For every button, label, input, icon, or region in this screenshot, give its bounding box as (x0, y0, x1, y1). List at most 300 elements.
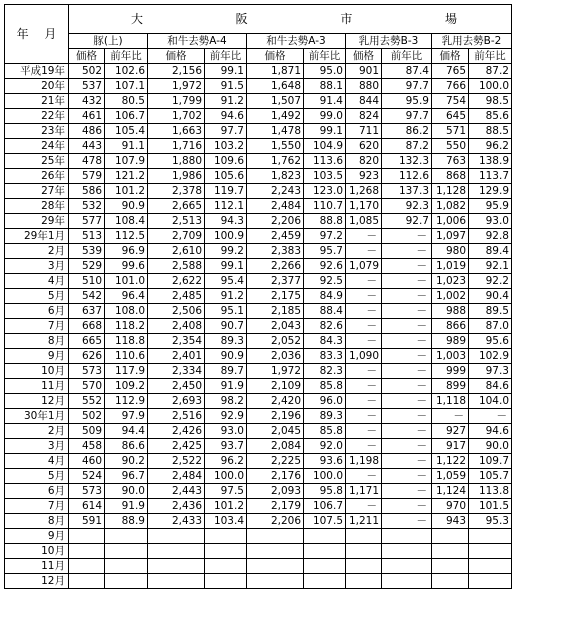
price-cell: 763 (432, 154, 469, 169)
ratio-cell (205, 574, 247, 589)
price-cell: 2,513 (148, 214, 205, 229)
price-cell: 2,665 (148, 199, 205, 214)
product-header-pork: 豚(上) (69, 34, 148, 49)
table-row (5, 424, 512, 439)
price-cell: 614 (69, 499, 105, 514)
price-cell: 2,426 (148, 424, 205, 439)
ratio-cell: 98.2 (205, 394, 247, 409)
row-label: 20年 (5, 79, 69, 94)
price-cell: － (346, 499, 382, 514)
price-cell (346, 529, 382, 544)
col-header-price: 価格 (148, 49, 205, 64)
table-row (5, 244, 512, 259)
price-cell: 1,003 (432, 349, 469, 364)
ratio-cell: － (469, 409, 512, 424)
price-cell: 645 (432, 109, 469, 124)
price-cell: 529 (69, 259, 105, 274)
col-header-price: 価格 (69, 49, 105, 64)
price-cell: 1,023 (432, 274, 469, 289)
price-cell: 1,799 (148, 94, 205, 109)
ratio-cell: 107.5 (304, 514, 346, 529)
ratio-cell: 96.2 (205, 454, 247, 469)
row-label: 10月 (5, 364, 69, 379)
row-label: 8月 (5, 514, 69, 529)
price-cell: 2,084 (247, 439, 304, 454)
ratio-cell: 89.3 (205, 334, 247, 349)
price-cell: 2,408 (148, 319, 205, 334)
col-header-ratio: 前年比 (304, 49, 346, 64)
price-cell: 2,383 (247, 244, 304, 259)
table-row (5, 214, 512, 229)
ratio-cell (105, 529, 148, 544)
price-cell: 1,762 (247, 154, 304, 169)
row-label: 21年 (5, 94, 69, 109)
price-cell (148, 544, 205, 559)
ratio-cell: 99.1 (205, 64, 247, 79)
row-label: 6月 (5, 484, 69, 499)
table-row (5, 109, 512, 124)
price-cell: 1,006 (432, 214, 469, 229)
price-cell: － (346, 274, 382, 289)
ratio-cell: 85.6 (469, 109, 512, 124)
price-cell: 2,175 (247, 289, 304, 304)
price-cell (247, 559, 304, 574)
price-cell (69, 559, 105, 574)
ratio-cell (205, 544, 247, 559)
ratio-cell: － (382, 484, 432, 499)
price-cell: 458 (69, 439, 105, 454)
ratio-cell: 93.0 (469, 214, 512, 229)
ratio-cell: 93.0 (205, 424, 247, 439)
table-row (5, 139, 512, 154)
ratio-cell: 106.7 (105, 109, 148, 124)
price-cell: 1,972 (148, 79, 205, 94)
row-label: 4月 (5, 454, 69, 469)
price-cell: 766 (432, 79, 469, 94)
row-label: 27年 (5, 184, 69, 199)
price-cell: － (346, 439, 382, 454)
price-cell: 917 (432, 439, 469, 454)
row-label: 9月 (5, 529, 69, 544)
price-cell: 824 (346, 109, 382, 124)
price-cell (432, 529, 469, 544)
price-cell: 2,045 (247, 424, 304, 439)
price-cell: 2,377 (247, 274, 304, 289)
table-row (5, 499, 512, 514)
ratio-cell: 85.8 (304, 379, 346, 394)
price-cell: － (346, 319, 382, 334)
row-label: 6月 (5, 304, 69, 319)
ratio-cell: 87.2 (469, 64, 512, 79)
price-cell: 2,450 (148, 379, 205, 394)
ratio-cell: 91.9 (205, 379, 247, 394)
ratio-cell: － (382, 469, 432, 484)
price-cell: 1,059 (432, 469, 469, 484)
ratio-cell: 84.3 (304, 334, 346, 349)
price-cell: 754 (432, 94, 469, 109)
ratio-cell: 95.6 (469, 334, 512, 349)
price-cell: 665 (69, 334, 105, 349)
col-header-price: 価格 (247, 49, 304, 64)
price-table-container (4, 4, 512, 589)
price-cell: 552 (69, 394, 105, 409)
price-cell: 999 (432, 364, 469, 379)
ratio-cell: 100.9 (205, 229, 247, 244)
ratio-cell: 98.5 (469, 94, 512, 109)
table-row (5, 484, 512, 499)
price-cell: － (346, 424, 382, 439)
ratio-cell: 110.6 (105, 349, 148, 364)
ratio-cell: 86.6 (105, 439, 148, 454)
price-cell: 2,266 (247, 259, 304, 274)
row-label: 3月 (5, 259, 69, 274)
ratio-cell: － (382, 259, 432, 274)
ratio-cell: 101.5 (469, 499, 512, 514)
table-row (5, 274, 512, 289)
price-cell: 1,880 (148, 154, 205, 169)
ratio-cell (469, 529, 512, 544)
price-cell: 2,196 (247, 409, 304, 424)
row-label: 5月 (5, 469, 69, 484)
price-cell: 2,093 (247, 484, 304, 499)
ratio-cell: 113.7 (469, 169, 512, 184)
price-cell (148, 529, 205, 544)
price-cell: 570 (69, 379, 105, 394)
price-cell: 510 (69, 274, 105, 289)
price-cell (432, 574, 469, 589)
price-cell: 899 (432, 379, 469, 394)
product-header-dairy-b3: 乳用去勢B-3 (346, 34, 432, 49)
ratio-cell (304, 574, 346, 589)
price-cell (247, 544, 304, 559)
ratio-cell: 80.5 (105, 94, 148, 109)
price-cell: 1,097 (432, 229, 469, 244)
ratio-cell: 108.0 (105, 304, 148, 319)
ratio-cell: 96.7 (105, 469, 148, 484)
price-cell: 2,436 (148, 499, 205, 514)
ratio-cell: 90.0 (105, 484, 148, 499)
price-cell: 1,090 (346, 349, 382, 364)
price-cell: － (346, 394, 382, 409)
ratio-cell: 100.0 (469, 79, 512, 94)
ratio-cell: 104.0 (469, 394, 512, 409)
ratio-cell: 95.3 (469, 514, 512, 529)
col-header-ratio: 前年比 (382, 49, 432, 64)
price-cell: 626 (69, 349, 105, 364)
row-label: 12月 (5, 574, 69, 589)
ratio-cell: 101.0 (105, 274, 148, 289)
ratio-cell: 94.3 (205, 214, 247, 229)
ratio-cell: 118.2 (105, 319, 148, 334)
price-cell: 866 (432, 319, 469, 334)
ratio-cell: － (382, 289, 432, 304)
ratio-cell (469, 574, 512, 589)
product-header-wagyu-a4: 和牛去勢A-4 (148, 34, 247, 49)
price-cell: 2,484 (247, 199, 304, 214)
price-cell (69, 544, 105, 559)
price-cell: 2,420 (247, 394, 304, 409)
col-header-ratio: 前年比 (469, 49, 512, 64)
price-cell: 711 (346, 124, 382, 139)
table-row (5, 544, 512, 559)
ratio-cell: － (382, 424, 432, 439)
ratio-cell: 93.6 (304, 454, 346, 469)
price-cell: 1,702 (148, 109, 205, 124)
price-cell: 573 (69, 484, 105, 499)
row-label: 30年1月 (5, 409, 69, 424)
price-cell: 2,522 (148, 454, 205, 469)
price-cell (247, 529, 304, 544)
ratio-cell: 92.9 (205, 409, 247, 424)
price-cell: － (346, 469, 382, 484)
price-cell: 586 (69, 184, 105, 199)
ratio-cell: 102.9 (469, 349, 512, 364)
price-cell: 1,198 (346, 454, 382, 469)
ratio-cell: － (382, 394, 432, 409)
price-cell: 2,243 (247, 184, 304, 199)
ratio-cell: 105.6 (205, 169, 247, 184)
year-month-header: 年 月 (5, 5, 69, 64)
ratio-cell: － (382, 334, 432, 349)
ratio-cell: 92.7 (382, 214, 432, 229)
price-cell: 2,459 (247, 229, 304, 244)
price-cell: 460 (69, 454, 105, 469)
ratio-cell (469, 559, 512, 574)
price-cell (69, 574, 105, 589)
ratio-cell: 100.0 (205, 469, 247, 484)
ratio-cell: 88.8 (304, 214, 346, 229)
price-cell: 1,972 (247, 364, 304, 379)
table-row (5, 319, 512, 334)
row-label: 2月 (5, 424, 69, 439)
ratio-cell: 90.9 (205, 349, 247, 364)
table-row (5, 379, 512, 394)
price-cell: 620 (346, 139, 382, 154)
price-cell: 765 (432, 64, 469, 79)
ratio-cell: 89.5 (469, 304, 512, 319)
price-cell: 2,425 (148, 439, 205, 454)
price-cell: 2,206 (247, 214, 304, 229)
price-cell (432, 559, 469, 574)
price-cell: 1,550 (247, 139, 304, 154)
ratio-cell (205, 529, 247, 544)
price-cell: 927 (432, 424, 469, 439)
osaka-market-price-table (4, 4, 512, 589)
ratio-cell: 105.7 (469, 469, 512, 484)
row-label: 23年 (5, 124, 69, 139)
ratio-cell: － (382, 439, 432, 454)
row-label: 平成19年 (5, 64, 69, 79)
ratio-cell: 99.1 (205, 259, 247, 274)
ratio-cell: 85.8 (304, 424, 346, 439)
col-header-ratio: 前年比 (205, 49, 247, 64)
ratio-cell: 84.9 (304, 289, 346, 304)
table-row (5, 529, 512, 544)
ratio-cell: 107.9 (105, 154, 148, 169)
price-cell (346, 559, 382, 574)
price-cell: 461 (69, 109, 105, 124)
ratio-cell: 112.5 (105, 229, 148, 244)
ratio-cell: 91.9 (105, 499, 148, 514)
table-row (5, 289, 512, 304)
ratio-cell: 82.6 (304, 319, 346, 334)
ratio-cell: 99.0 (304, 109, 346, 124)
price-cell: 980 (432, 244, 469, 259)
price-cell: 2,610 (148, 244, 205, 259)
ratio-cell: 101.2 (205, 499, 247, 514)
product-header-dairy-b2: 乳用去勢B-2 (432, 34, 512, 49)
price-cell: 550 (432, 139, 469, 154)
ratio-cell: 86.2 (382, 124, 432, 139)
price-cell: 1,122 (432, 454, 469, 469)
ratio-cell: 83.3 (304, 349, 346, 364)
ratio-cell: 89.4 (469, 244, 512, 259)
price-cell (148, 574, 205, 589)
table-row (5, 184, 512, 199)
price-cell: 539 (69, 244, 105, 259)
price-cell: 923 (346, 169, 382, 184)
price-cell (346, 544, 382, 559)
ratio-cell: 103.5 (304, 169, 346, 184)
ratio-cell: 92.6 (304, 259, 346, 274)
ratio-cell: 113.6 (304, 154, 346, 169)
price-cell: 1,085 (346, 214, 382, 229)
row-label: 3月 (5, 439, 69, 454)
ratio-cell (382, 544, 432, 559)
ratio-cell (382, 559, 432, 574)
price-cell: 1,871 (247, 64, 304, 79)
row-label: 12月 (5, 394, 69, 409)
price-cell: 2,156 (148, 64, 205, 79)
price-cell: 443 (69, 139, 105, 154)
price-cell: 2,109 (247, 379, 304, 394)
ratio-cell: 119.7 (205, 184, 247, 199)
ratio-cell: 95.4 (205, 274, 247, 289)
ratio-cell: 118.8 (105, 334, 148, 349)
price-cell: 1,663 (148, 124, 205, 139)
price-cell: 2,588 (148, 259, 205, 274)
price-cell: 1,171 (346, 484, 382, 499)
ratio-cell: 121.2 (105, 169, 148, 184)
price-cell: 486 (69, 124, 105, 139)
price-cell: － (346, 379, 382, 394)
ratio-cell: 112.9 (105, 394, 148, 409)
ratio-cell: 95.7 (304, 244, 346, 259)
price-cell: 2,484 (148, 469, 205, 484)
table-row (5, 349, 512, 364)
ratio-cell: 110.7 (304, 199, 346, 214)
price-cell: 2,443 (148, 484, 205, 499)
ratio-cell: 88.1 (304, 79, 346, 94)
ratio-cell: 92.2 (469, 274, 512, 289)
ratio-cell: － (382, 349, 432, 364)
price-cell: 2,401 (148, 349, 205, 364)
ratio-cell: 132.3 (382, 154, 432, 169)
table-row (5, 574, 512, 589)
table-row (5, 94, 512, 109)
ratio-cell: 94.6 (205, 109, 247, 124)
ratio-cell: 96.0 (304, 394, 346, 409)
price-cell (69, 529, 105, 544)
price-cell: 1,002 (432, 289, 469, 304)
row-label: 7月 (5, 319, 69, 334)
ratio-cell: 92.0 (304, 439, 346, 454)
ratio-cell: 91.2 (205, 289, 247, 304)
row-label: 11月 (5, 559, 69, 574)
price-cell: 2,179 (247, 499, 304, 514)
price-cell: － (346, 304, 382, 319)
ratio-cell: 88.9 (105, 514, 148, 529)
market-char-2: 阪 (235, 12, 248, 26)
price-cell: 2,334 (148, 364, 205, 379)
price-cell: 970 (432, 499, 469, 514)
ratio-cell: － (382, 364, 432, 379)
table-row (5, 304, 512, 319)
price-cell: 2,043 (247, 319, 304, 334)
ratio-cell: 91.2 (205, 94, 247, 109)
row-label: 28年 (5, 199, 69, 214)
price-cell: － (346, 409, 382, 424)
ratio-cell: 94.4 (105, 424, 148, 439)
ratio-cell: 91.1 (105, 139, 148, 154)
table-row (5, 394, 512, 409)
price-cell: 1,170 (346, 199, 382, 214)
ratio-cell: － (382, 319, 432, 334)
price-cell (346, 574, 382, 589)
price-cell: 1,118 (432, 394, 469, 409)
price-cell: 502 (69, 409, 105, 424)
price-cell: 2,506 (148, 304, 205, 319)
table-row (5, 169, 512, 184)
price-cell: － (346, 364, 382, 379)
ratio-cell: － (382, 379, 432, 394)
price-cell: 2,378 (148, 184, 205, 199)
price-cell: 988 (432, 304, 469, 319)
price-cell: － (346, 229, 382, 244)
price-cell: 432 (69, 94, 105, 109)
price-cell: － (432, 409, 469, 424)
ratio-cell: 113.8 (469, 484, 512, 499)
price-cell: 1,648 (247, 79, 304, 94)
ratio-cell (469, 544, 512, 559)
price-cell: 1,128 (432, 184, 469, 199)
price-cell: 1,507 (247, 94, 304, 109)
ratio-cell: 92.5 (304, 274, 346, 289)
price-cell (148, 559, 205, 574)
price-cell: 1,823 (247, 169, 304, 184)
ratio-cell: 97.5 (205, 484, 247, 499)
price-cell: 2,206 (247, 514, 304, 529)
price-cell: 668 (69, 319, 105, 334)
price-cell: 2,516 (148, 409, 205, 424)
row-label: 7月 (5, 499, 69, 514)
price-cell: 844 (346, 94, 382, 109)
ratio-cell: 97.9 (105, 409, 148, 424)
row-label: 8月 (5, 334, 69, 349)
ratio-cell (105, 559, 148, 574)
price-cell: 2,176 (247, 469, 304, 484)
price-cell: 2,225 (247, 454, 304, 469)
table-row (5, 469, 512, 484)
ratio-cell: 109.2 (105, 379, 148, 394)
ratio-cell: 90.9 (105, 199, 148, 214)
ratio-cell: 92.8 (469, 229, 512, 244)
row-label: 5月 (5, 289, 69, 304)
ratio-cell: 138.9 (469, 154, 512, 169)
ratio-cell: 97.7 (205, 124, 247, 139)
price-cell: 2,485 (148, 289, 205, 304)
ratio-cell (382, 574, 432, 589)
